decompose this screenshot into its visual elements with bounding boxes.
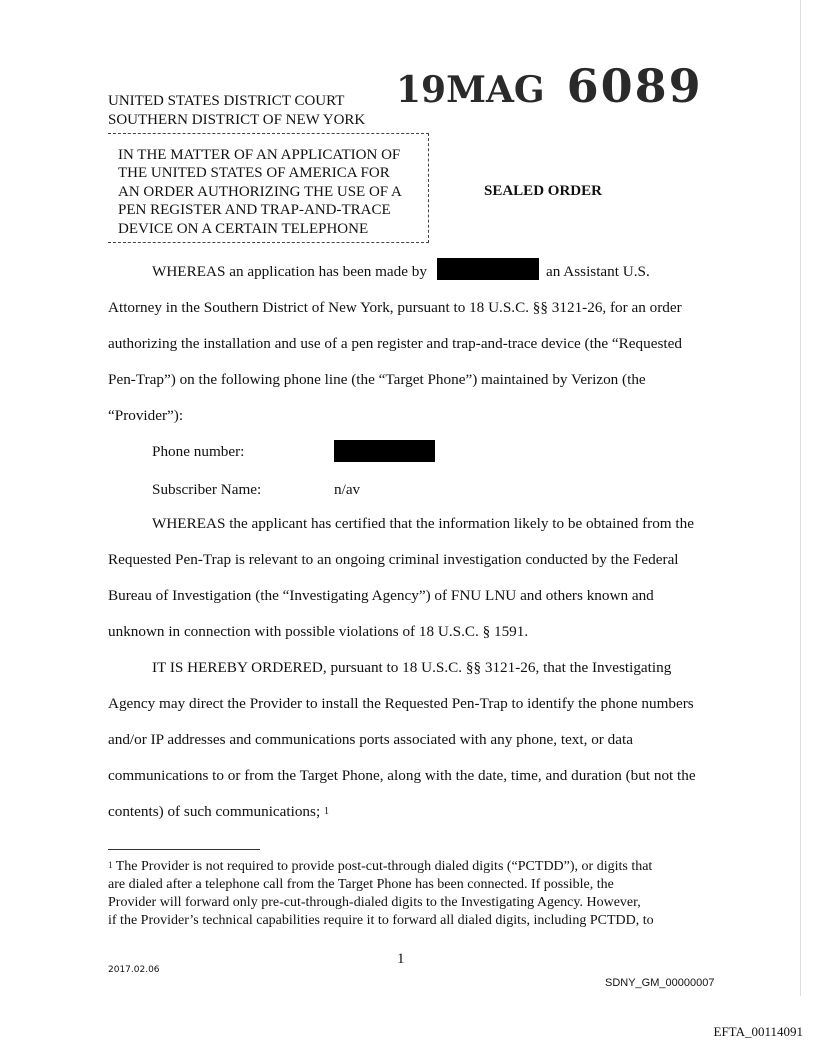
date-code: 2017.02.06	[108, 965, 160, 975]
caption-line: DEVICE ON A CERTAIN TELEPHONE	[118, 220, 369, 237]
footnote-reference: 1	[323, 806, 329, 817]
footnote-marker: 1	[108, 860, 113, 870]
para1-after-redaction: an Assistant U.S.	[546, 263, 650, 280]
docket-stamp-prefix: 19MAG	[396, 69, 545, 111]
para3-line: IT IS HEREBY ORDERED, pursuant to 18 U.S.C. §§ 3121-26, that the Investigating	[152, 659, 672, 676]
para1-line: Attorney in the Southern District of New York, pursuant to 18 U.S.C. §§ 3121-26, for an order	[108, 299, 682, 316]
phone-number-label: Phone number:	[152, 443, 245, 460]
case-caption	[118, 146, 402, 238]
para3-line: and/or IP addresses and communications ports associated with any phone, text, or data	[108, 731, 633, 748]
document-title: SEALED ORDER	[484, 183, 602, 199]
page-number: 1	[397, 951, 405, 967]
para2-line: Bureau of Investigation (the “Investigating Agency”) of FNU LNU and others known and	[108, 587, 654, 604]
footnote-text: The Provider is not required to provide post-cut-through dialed digits (“PCTDD”), or digits that	[115, 859, 653, 874]
para2-line: unknown in connection with possible violations of 18 U.S.C. § 1591.	[108, 623, 529, 640]
redaction-block	[334, 440, 435, 462]
court-line-1: UNITED STATES DISTRICT COURT	[108, 93, 345, 109]
footnote-line: if the Provider’s technical capabilities require it to forward all dialed digits, including PCTDD, to	[108, 913, 654, 928]
footnote-line: are dialed after a telephone call from the Target Phone has been connected. If possible, the	[108, 877, 614, 892]
caption-line: THE UNITED STATES OF AMERICA FOR	[118, 165, 390, 182]
redaction-block	[437, 258, 539, 280]
para3-line: contents) of such communications;	[108, 803, 321, 820]
para1-line: Pen-Trap”) on the following phone line (the “Target Phone”) maintained by Verizon (the	[108, 371, 646, 388]
footnote-line: Provider will forward only pre-cut-through-dialed digits to the Investigating Agency. However,	[108, 895, 641, 910]
caption-line: PEN REGISTER AND TRAP-AND-TRACE	[118, 202, 391, 219]
para1-line: authorizing the installation and use of a pen register and trap-and-trace device (the “Requested	[108, 335, 682, 352]
para1-start: WHEREAS an application has been made by	[152, 263, 427, 280]
para3-line: Agency may direct the Provider to install the Requested Pen-Trap to identify the phone numbers	[108, 695, 694, 712]
para3-line: communications to or from the Target Phone, along with the date, time, and duration (but not the	[108, 767, 696, 784]
page-edge	[800, 0, 801, 996]
court-heading	[108, 92, 365, 130]
subscriber-name-label: Subscriber Name:	[152, 481, 262, 498]
para1-line: “Provider”):	[108, 407, 184, 424]
efta-id: EFTA_00114091	[713, 1024, 803, 1039]
footnote-line-1	[108, 858, 652, 875]
para3-last-line	[108, 802, 329, 822]
para2-line: WHEREAS the applicant has certified that the information likely to be obtained from the	[152, 515, 694, 532]
docket-stamp	[396, 60, 703, 116]
footnote-rule	[108, 849, 260, 850]
para2-line: Requested Pen-Trap is relevant to an ongoing criminal investigation conducted by the Federal	[108, 551, 679, 568]
subscriber-name-value: n/av	[334, 481, 361, 498]
docket-stamp-number: 6089	[566, 59, 703, 113]
court-line-2: SOUTHERN DISTRICT OF NEW YORK	[108, 112, 366, 128]
caption-line: AN ORDER AUTHORIZING THE USE OF A	[118, 183, 402, 200]
caption-line: IN THE MATTER OF AN APPLICATION OF	[118, 147, 401, 163]
bates-number: SDNY_GM_00000007	[605, 977, 715, 989]
